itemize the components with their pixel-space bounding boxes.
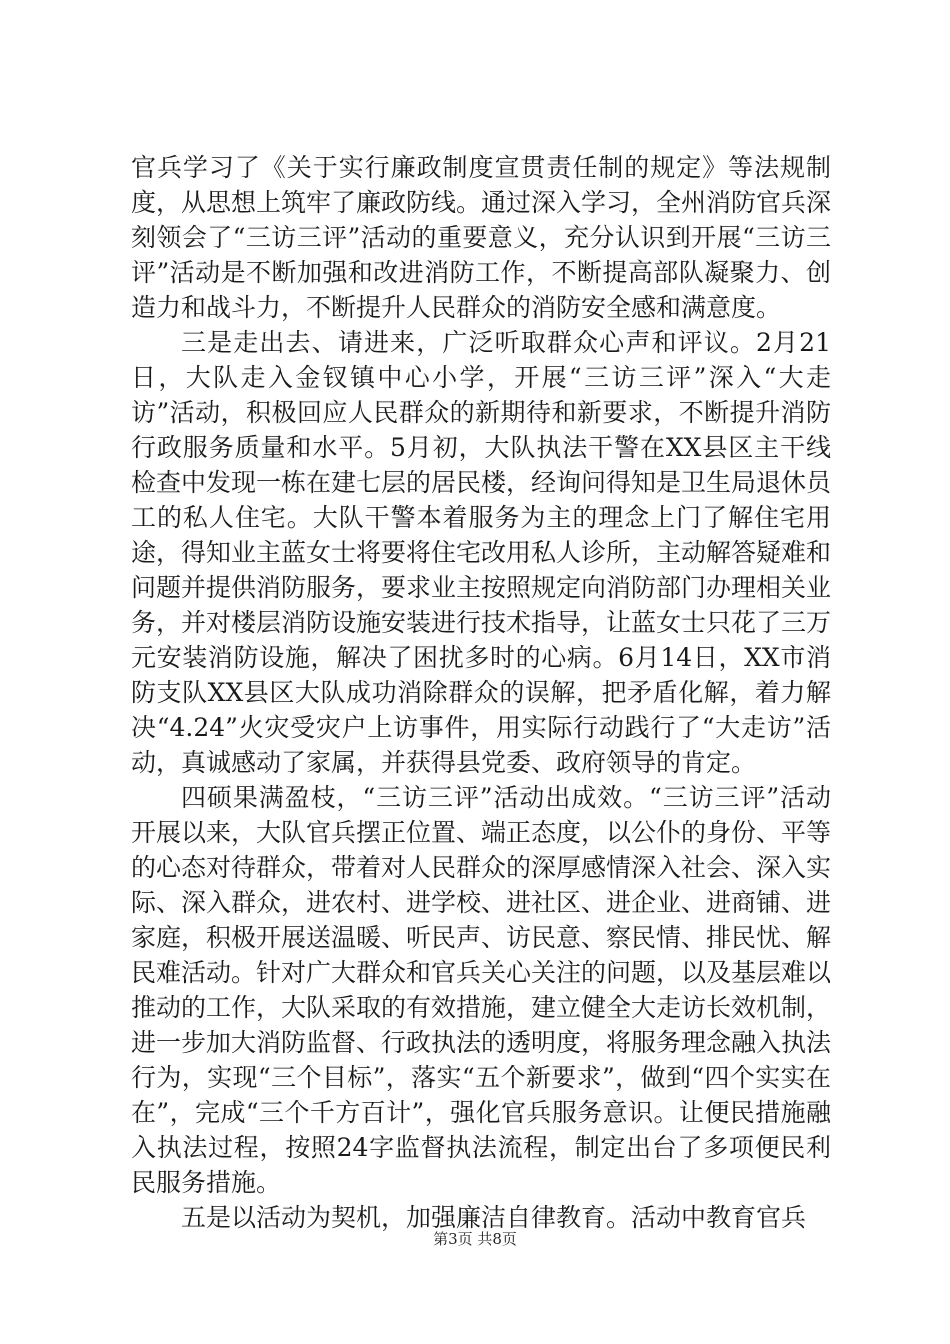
paragraph-five: 五是以活动为契机，加强廉洁自律教育。活动中教育官兵 [181,1203,807,1232]
paragraph-four: 四硕果满盈枝，“三访三评”活动出成效。“三访三评”活动开展以来，大队官兵摆正位置、端正态度，以公仆的身份、平等的心态对待群众，带着对人民群众的深厚感情深入社会、深入实际、深入群众，进农村、进学校、进社区、进企业、进商铺、进家庭，积极开展送温暖、听民声、访民意、察民情、排民忧、解民难活动。针对广大群众和官兵关心关注的问题，以及基层难以推动的工作，大队采取的有效措施，建立健全大走访长效机制，进一步加大消防监督、行政执法的透明度，将服务理念融入执法行为，实现“三个目标”，落实“五个新要求”，做到“四个实实在在”，完成“三个千方百计”，强化官兵服务意识。让便民措施融入执法过程，按照24字监督执法流程，制定出台了多项便民利民服务措施。 [131,783,832,1197]
page-number-footer: 第3页 共8页 [433,1230,517,1248]
document-body [131,150,831,1235]
paragraph-three: 三是走出去、请进来，广泛听取群众心声和评议。2月21日，大队走入金钗镇中心小学，开展“三访三评”深入“大走访”活动，积极回应人民群众的新期待和新要求，不断提升消防行政服务质量和水平。5月初，大队执法干警在XX县区主干线检查中发现一栋在建七层的居民楼，经询问得知是卫生局退休员工的私人住宅。大队干警本着服务为主的理念上门了解住宅用途，得知业主蓝女士将要将住宅改用私人诊所，主动解答疑难和问题并提供消防服务，要求业主按照规定向消防部门办理相关业务，并对楼层消防设施安装进行技术指导，让蓝女士只花了三万元安装消防设施，解决了困扰多时的心病。6月14日，XX市消防支队XX县区大队成功消除群众的误解，把矛盾化解，着力解决“4.24”火灾受灾户上访事件，用实际行动践行了“大走访”活动，真诚感动了家属，并获得县党委、政府领导的肯定。 [131,328,832,777]
paragraph-continuation: 官兵学习了《关于实行廉政制度宣贯责任制的规定》等法规制度，从思想上筑牢了廉政防线。通过深入学习，全州消防官兵深刻领会了“三访三评”活动的重要意义，充分认识到开展“三访三评”活动是不断加强和改进消防工作，不断提高部队凝聚力、创造力和战斗力，不断提升人民群众的消防安全感和满意度。 [131,153,832,322]
